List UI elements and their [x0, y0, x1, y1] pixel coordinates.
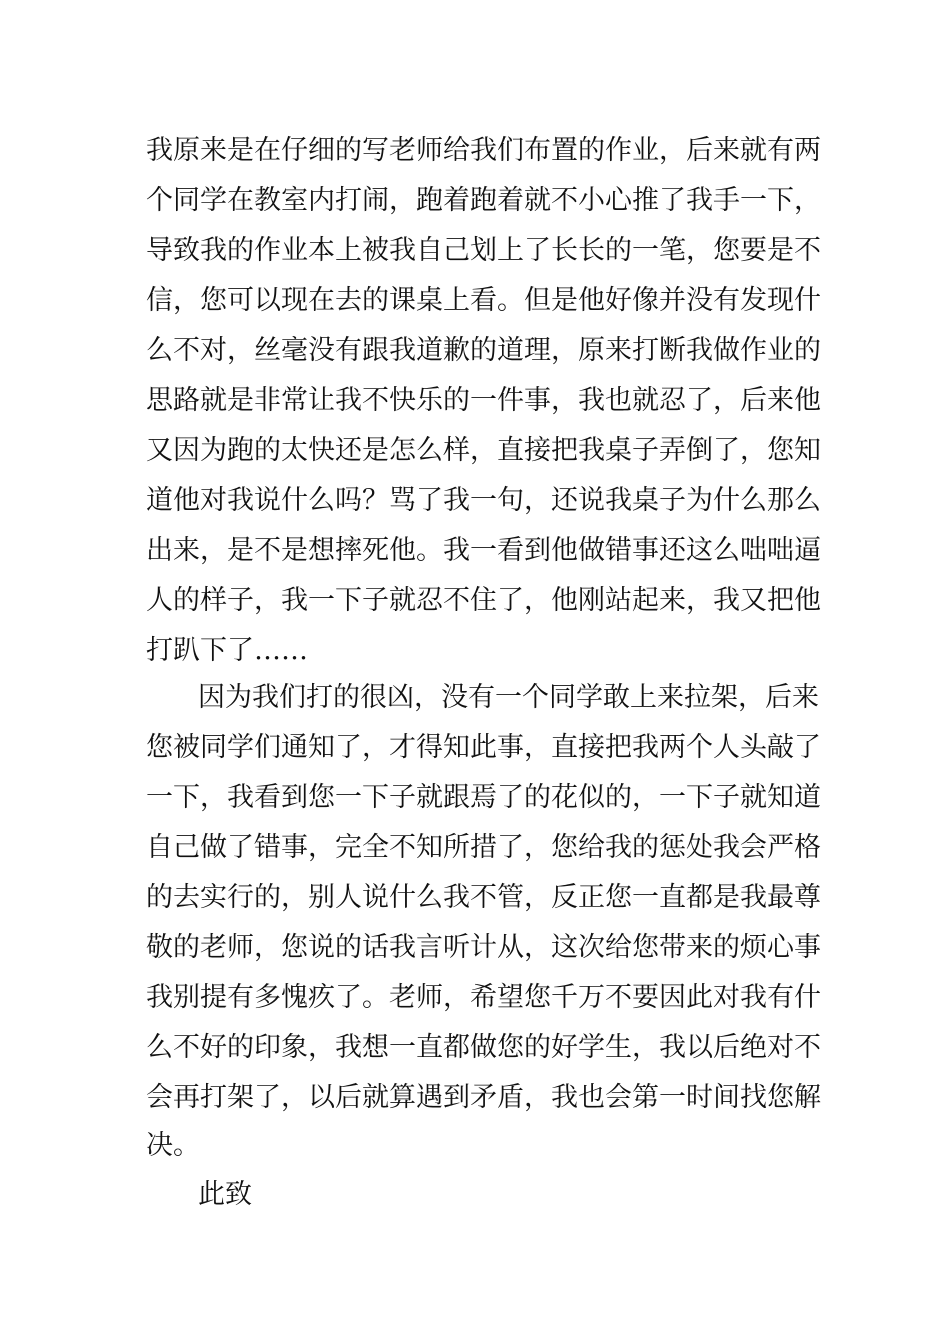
paragraph-1-line: 人的样子，我一下子就忍不住了，他刚站起来，我又把他	[146, 585, 821, 616]
paragraph-2-line: 么不好的印象，我想一直都做您的好学生，我以后绝对不	[146, 1032, 821, 1063]
paragraph-1-line: 打趴下了……	[146, 635, 308, 666]
paragraph-1-line: 么不对，丝毫没有跟我道歉的道理，原来打断我做作业的	[146, 335, 821, 366]
paragraph-1-line: 我原来是在仔细的写老师给我们布置的作业，后来就有两	[146, 135, 821, 166]
closing-salutation: 此致	[198, 1179, 252, 1210]
paragraph-2-line: 因为我们打的很凶，没有一个同学敢上来拉架，后来	[198, 682, 819, 713]
paragraph-1-line: 思路就是非常让我不快乐的一件事，我也就忍了，后来他	[146, 385, 821, 416]
paragraph-2-line: 我别提有多愧疚了。老师，希望您千万不要因此对我有什	[146, 982, 821, 1013]
paragraph-2-line: 自己做了错事，完全不知所措了，您给我的惩处我会严格	[146, 832, 821, 863]
paragraph-2-line: 敬的老师，您说的话我言听计从，这次给您带来的烦心事	[146, 932, 821, 963]
paragraph-2-line: 一下，我看到您一下子就跟焉了的花似的，一下子就知道	[146, 782, 821, 813]
paragraph-2-line: 的去实行的，别人说什么我不管，反正您一直都是我最尊	[146, 882, 821, 913]
paragraph-1-line: 个同学在教室内打闹，跑着跑着就不小心推了我手一下，	[146, 185, 821, 216]
paragraph-1-line: 出来，是不是想摔死他。我一看到他做错事还这么咄咄逼	[146, 535, 821, 566]
paragraph-1-line: 信，您可以现在去的课桌上看。但是他好像并没有发现什	[146, 285, 821, 316]
paragraph-1-line: 道他对我说什么吗？骂了我一句，还说我桌子为什么那么	[146, 485, 821, 516]
paragraph-2-line: 决。	[146, 1130, 200, 1161]
paragraph-2-line: 您被同学们通知了，才得知此事，直接把我两个人头敲了	[146, 732, 821, 763]
paragraph-1-line: 导致我的作业本上被我自己划上了长长的一笔，您要是不	[146, 235, 821, 266]
paragraph-1-line: 又因为跑的太快还是怎么样，直接把我桌子弄倒了，您知	[146, 435, 821, 466]
paragraph-2-line: 会再打架了，以后就算遇到矛盾，我也会第一时间找您解	[146, 1082, 821, 1113]
